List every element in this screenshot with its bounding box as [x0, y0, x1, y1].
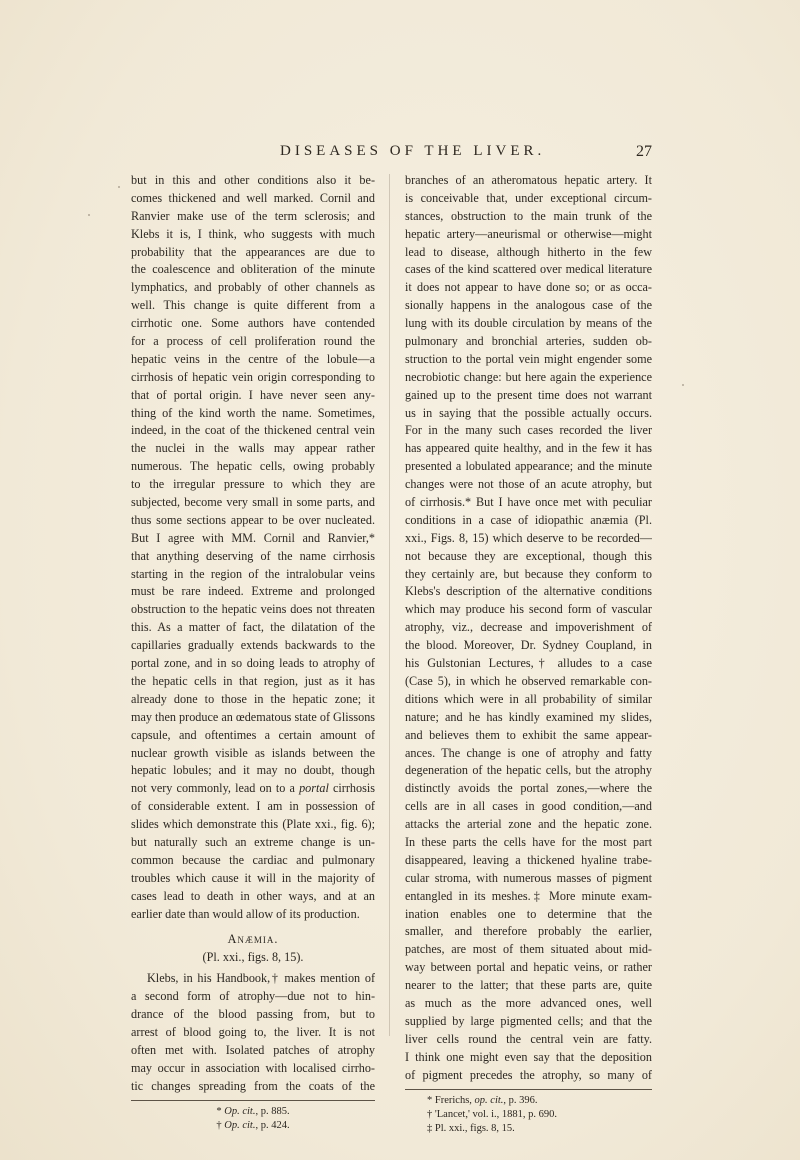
section-heading: Anæmia. [227, 932, 279, 947]
text-line: xxi., Figs. 8, 15) which deserve to be recorded— [405, 530, 652, 545]
text-line: attacks the arterial zone and the hepatic zone. [405, 817, 652, 832]
text-line: struction to the portal vein might engender some [405, 351, 652, 366]
text-line: hepatic lobules; and it may no doubt, though [131, 763, 375, 778]
text-line: a second form of atrophy—due not to hin- [131, 989, 375, 1004]
footnote: * Frerichs, op. cit., p. 396. [427, 1095, 538, 1107]
text-line: presented a lobulated appearance; and the minute [405, 459, 652, 474]
text-line: lung with its double circulation by means of the [405, 316, 652, 331]
text-line: must be rare indeed. Extreme and prolonged [131, 584, 375, 599]
text-line: earlier date than would allow of its production. [131, 906, 360, 921]
text-line: the nuclei in the walls may appear rather [131, 441, 375, 456]
text-line: lead to disease, although hitherto in the few [405, 244, 652, 259]
text-line: may then produce an œdematous state of Glissons [131, 709, 375, 724]
text-line: nearer to the latter; that these parts are, quite [405, 978, 652, 993]
text-line: may occur in association with localised cirrho- [131, 1060, 375, 1075]
text-line: degeneration of the hepatic cells, but the atrophy [405, 763, 652, 778]
text-line: Klebs it is, I think, who suggests with much [131, 226, 375, 241]
text-line: for a process of cell proliferation round the [131, 334, 375, 349]
text-line: troubles which cause it will in the majority of [131, 870, 375, 885]
text-line: obstruction to the hepatic veins does not threaten [131, 602, 375, 617]
text-line: capillaries gradually extends backwards to the [131, 638, 375, 653]
text-line: distinctly avoids the portal zones,—where the [405, 781, 652, 796]
text-line: cases lead to death in other ways, and at an [131, 888, 375, 903]
text-line: that anything deserving of the name cirrhosis [131, 548, 375, 563]
text-line: cases of the kind scattered over medical literature [405, 262, 652, 277]
text-line: gained up to the present time does not warrant [405, 387, 652, 402]
text-line: hepatic veins in the centre of the lobule—a [131, 351, 375, 366]
right-column-body [405, 172, 652, 1084]
text-line: indeed, in the coat of the thickened central vein [131, 423, 375, 438]
left-footnotes [131, 1105, 375, 1133]
section-body [131, 970, 375, 1095]
text-line: of cirrhosis.* But I have once met with peculiar [405, 495, 652, 510]
paper-speck [88, 214, 90, 216]
text-line: starting in the region of the intralobular veins [131, 566, 375, 581]
text-line: is conceivable that, under exceptional circum- [405, 190, 652, 205]
text-line: conditions in a case of idiopathic anæmia (Pl. [405, 512, 652, 527]
text-line: hepatic artery—aneurismal or otherwise—might [405, 226, 652, 241]
footnote: ‡ Pl. xxi., figs. 8, 15. [427, 1123, 515, 1135]
text-line: cirrhotic one. Some authors have contended [131, 316, 375, 331]
text-line: that of portal origin. I have never seen any- [131, 387, 375, 402]
page-number: 27 [636, 143, 652, 160]
text-line: I think one might even say that the deposition [405, 1049, 652, 1064]
text-line: cells are in all cases in good condition,—and [405, 799, 652, 814]
text-line: numerous. The hepatic cells, owing probably [131, 459, 375, 474]
text-line: to the irregular pressure to which they are [131, 477, 375, 492]
text-line: has appeared quite healthy, and in the few it has [405, 441, 652, 456]
text-line: disappeared, leaving a thickened hyaline trabe- [405, 852, 652, 867]
text-line: but naturally such an extreme change is un- [131, 834, 375, 849]
text-line: of considerable extent. I am in possession of [131, 799, 375, 814]
text-line: liver cells round the central vein are fatty. [405, 1031, 652, 1046]
text-line: stances, obstruction to the main trunk of the [405, 208, 652, 223]
footnote: * Op. cit., p. 885. [216, 1106, 290, 1118]
text-line: necrobiotic change: but here again the experience [405, 369, 652, 384]
text-line: they certainly are, but because they conform to [405, 566, 652, 581]
text-line: In these parts the cells have for the most part [405, 834, 652, 849]
text-line: which may produce his second form of vascular [405, 602, 652, 617]
text-line: and believes them to exhibit the same appear- [405, 727, 652, 742]
running-title: DISEASES OF THE LIVER. [280, 143, 546, 159]
text-line: common because the cardiac and pulmonary [131, 852, 375, 867]
text-line: as much as the more advanced ones, well [405, 995, 652, 1010]
footnote: † 'Lancet,' vol. i., 1881, p. 690. [427, 1109, 558, 1121]
text-line: atrophy, viz., decrease and impoverishment of [405, 620, 652, 635]
text-line: nature; and he has kindly examined my slides, [405, 709, 652, 724]
text-line: but in this and other conditions also it be- [131, 173, 375, 187]
text-line: cular stroma, with numerous masses of pigment [405, 870, 652, 885]
text-line: sionally happens in the analogous case of the [405, 298, 652, 313]
left-column [131, 172, 375, 1133]
text-line: this. As a matter of fact, the dilatation of the [131, 620, 375, 635]
right-column [405, 172, 652, 1136]
text-line: supplied by large pigmented cells; and that the [405, 1013, 652, 1028]
text-line: probability that the appearances are due to [131, 244, 375, 259]
text-line: comes thickened and well marked. Cornil and [131, 190, 375, 205]
section-subheading: (Pl. xxi., figs. 8, 15). [202, 950, 304, 965]
text-line: But I agree with MM. Cornil and Ranvier,* [131, 530, 375, 545]
text-line: capsule, and oftentimes a certain amount of [131, 727, 375, 742]
text-line: thing of the kind worth the name. Sometimes, [131, 405, 375, 420]
text-line: the coalescence and obliteration of the minute [131, 262, 375, 277]
text-line: (Case 5), in which he observed remarkable con- [405, 673, 652, 688]
text-line: subjected, become very small in some parts, and [131, 495, 375, 510]
text-line: entangled in its meshes.‡ More minute exam- [405, 888, 652, 903]
text-line: cirrhosis of hepatic vein origin corresponding to [131, 369, 375, 384]
paper-speck [682, 384, 684, 386]
text-line: slides which demonstrate this (Plate xxi., fig. 6); [131, 817, 375, 832]
text-line: not very commonly, lead on to a portal cirrhosis [131, 781, 375, 796]
footnote-rule [131, 1100, 375, 1101]
paper-speck [118, 186, 120, 188]
text-line: For in the many such cases recorded the liver [405, 423, 652, 438]
text-line: patches, are most of them situated about mid- [405, 942, 652, 957]
text-line: well. This change is quite different from a [131, 298, 375, 313]
text-line: it does not appear to have done so; or as occa- [405, 280, 652, 295]
text-line: drance of the blood passing from, but to [131, 1006, 375, 1021]
text-line: lymphatics, and probably of other channels as [131, 280, 375, 295]
text-line: the hepatic cells in that region, just as it has [131, 673, 375, 688]
column-divider [389, 174, 390, 1036]
text-line: tic changes spreading from the coats of the [131, 1078, 375, 1093]
text-line: nuclear growth visible as islands between the [131, 745, 375, 760]
text-line: smaller, and therefore probably the earlier, [405, 924, 652, 939]
text-line: ditions which were in all probability of similar [405, 691, 652, 706]
text-line: portal zone, and in so doing leads to atrophy of [131, 656, 375, 671]
left-column-body [131, 172, 375, 923]
text-line: Klebs's description of the alternative conditions [405, 584, 652, 599]
text-line: thus some sections appear to be over nucleated. [131, 512, 375, 527]
footnote-rule [405, 1089, 652, 1090]
text-line: branches of an atheromatous hepatic artery. It [405, 173, 652, 187]
text-line: ances. The change is one of atrophy and fatty [405, 745, 652, 760]
text-line: arrest of blood going to, the liver. It is not [131, 1024, 375, 1039]
text-line: already done to those in the hepatic zone; it [131, 691, 375, 706]
text-line: pulmonary and bronchial arteries, sudden ob- [405, 334, 652, 349]
right-footnotes [405, 1094, 652, 1136]
text-line: way between portal and hepatic veins, or rather [405, 960, 652, 975]
text-line: Klebs, in his Handbook,† makes mention of [147, 971, 375, 986]
text-line: ination enables one to determine that the [405, 906, 652, 921]
text-line: Ranvier make use of the term sclerosis; and [131, 208, 375, 223]
text-line: often met with. Isolated patches of atrophy [131, 1042, 375, 1057]
text-line: us in saying that the possible actually occurs. [405, 405, 652, 420]
footnote: † Op. cit., p. 424. [216, 1120, 290, 1132]
text-line: not because they are exceptional, though this [405, 548, 652, 563]
text-line: the blood. Moreover, Dr. Sydney Coupland, in [405, 638, 652, 653]
text-line: of pigment precedes the atrophy, so many of [405, 1067, 652, 1082]
text-line: changes were not those of an acute atrophy, but [405, 477, 652, 492]
text-line: his Gulstonian Lectures,† alludes to a case [405, 656, 652, 671]
